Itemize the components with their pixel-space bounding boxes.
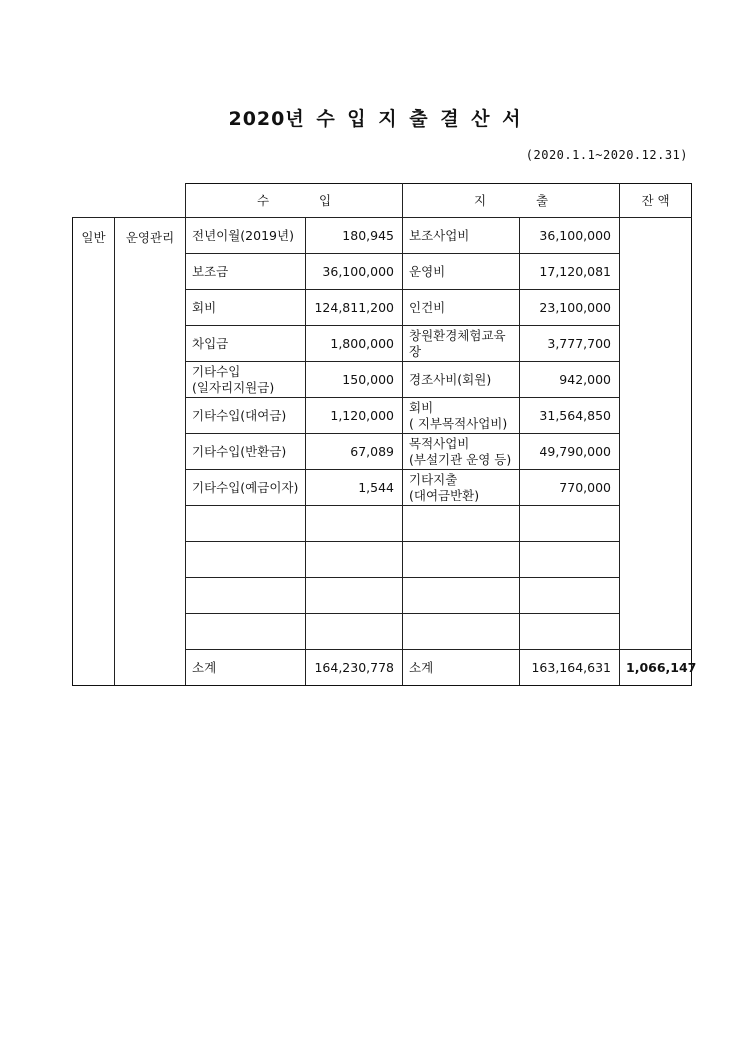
empty-cell <box>306 614 403 650</box>
document-title: 2020년 수 입 지 출 결 산 서 <box>228 108 522 130</box>
expense-amount: 770,000 <box>520 470 620 506</box>
income-amount: 150,000 <box>306 362 403 398</box>
empty-cell <box>186 614 306 650</box>
header-expense: 지 출 <box>403 184 620 218</box>
category-type: 일반 <box>73 218 115 686</box>
subtotal-expense-amount: 163,164,631 <box>520 650 620 686</box>
expense-item: 창원환경체험교육장 <box>403 326 520 362</box>
empty-cell <box>403 542 520 578</box>
empty-cell <box>520 542 620 578</box>
expense-amount: 49,790,000 <box>520 434 620 470</box>
expense-amount: 3,777,700 <box>520 326 620 362</box>
income-amount: 36,100,000 <box>306 254 403 290</box>
income-item: 보조금 <box>186 254 306 290</box>
expense-item: 기타지출 (대여금반환) <box>403 470 520 506</box>
income-item: 기타수입 (일자리지원금) <box>186 362 306 398</box>
expense-amount: 36,100,000 <box>520 218 620 254</box>
income-item: 전년이월(2019년) <box>186 218 306 254</box>
empty-cell <box>306 578 403 614</box>
category-account: 운영관리 <box>115 218 186 686</box>
empty-cell <box>403 614 520 650</box>
expense-amount: 942,000 <box>520 362 620 398</box>
expense-amount: 17,120,081 <box>520 254 620 290</box>
expense-item: 운영비 <box>403 254 520 290</box>
empty-cell <box>306 506 403 542</box>
header-blank <box>73 184 186 218</box>
settlement-table <box>72 183 697 686</box>
empty-cell <box>520 578 620 614</box>
empty-cell <box>186 506 306 542</box>
subtotal-income-amount: 164,230,778 <box>306 650 403 686</box>
expense-item: 회비 ( 지부목적사업비) <box>403 398 520 434</box>
expense-item: 경조사비(회원) <box>403 362 520 398</box>
subtotal-expense-label: 소계 <box>403 650 520 686</box>
income-item: 기타수입(반환금) <box>186 434 306 470</box>
empty-cell <box>403 506 520 542</box>
income-amount: 1,544 <box>306 470 403 506</box>
empty-cell <box>306 542 403 578</box>
expense-item: 보조사업비 <box>403 218 520 254</box>
empty-cell <box>186 578 306 614</box>
period-range: (2020.1.1~2020.12.31) <box>525 148 688 162</box>
header-income: 수 입 <box>186 184 403 218</box>
income-amount: 180,945 <box>306 218 403 254</box>
empty-cell <box>403 578 520 614</box>
expense-item: 목적사업비 (부설기관 운영 등) <box>403 434 520 470</box>
income-item: 회비 <box>186 290 306 326</box>
subtotal-balance: 1,066,147 <box>620 650 692 686</box>
empty-cell <box>520 506 620 542</box>
header-row <box>73 184 692 218</box>
expense-amount: 31,564,850 <box>520 398 620 434</box>
empty-cell <box>186 542 306 578</box>
balance-cell <box>620 218 692 650</box>
income-amount: 67,089 <box>306 434 403 470</box>
empty-cell <box>520 614 620 650</box>
table-body <box>73 218 697 686</box>
table-row <box>73 218 692 254</box>
expense-amount: 23,100,000 <box>520 290 620 326</box>
income-item: 기타수입(예금이자) <box>186 470 306 506</box>
income-amount: 1,800,000 <box>306 326 403 362</box>
income-item: 차입금 <box>186 326 306 362</box>
income-amount: 124,811,200 <box>306 290 403 326</box>
subtotal-income-label: 소계 <box>186 650 306 686</box>
income-item: 기타수입(대여금) <box>186 398 306 434</box>
header-balance: 잔 액 <box>620 184 692 218</box>
expense-item: 인건비 <box>403 290 520 326</box>
income-amount: 1,120,000 <box>306 398 403 434</box>
